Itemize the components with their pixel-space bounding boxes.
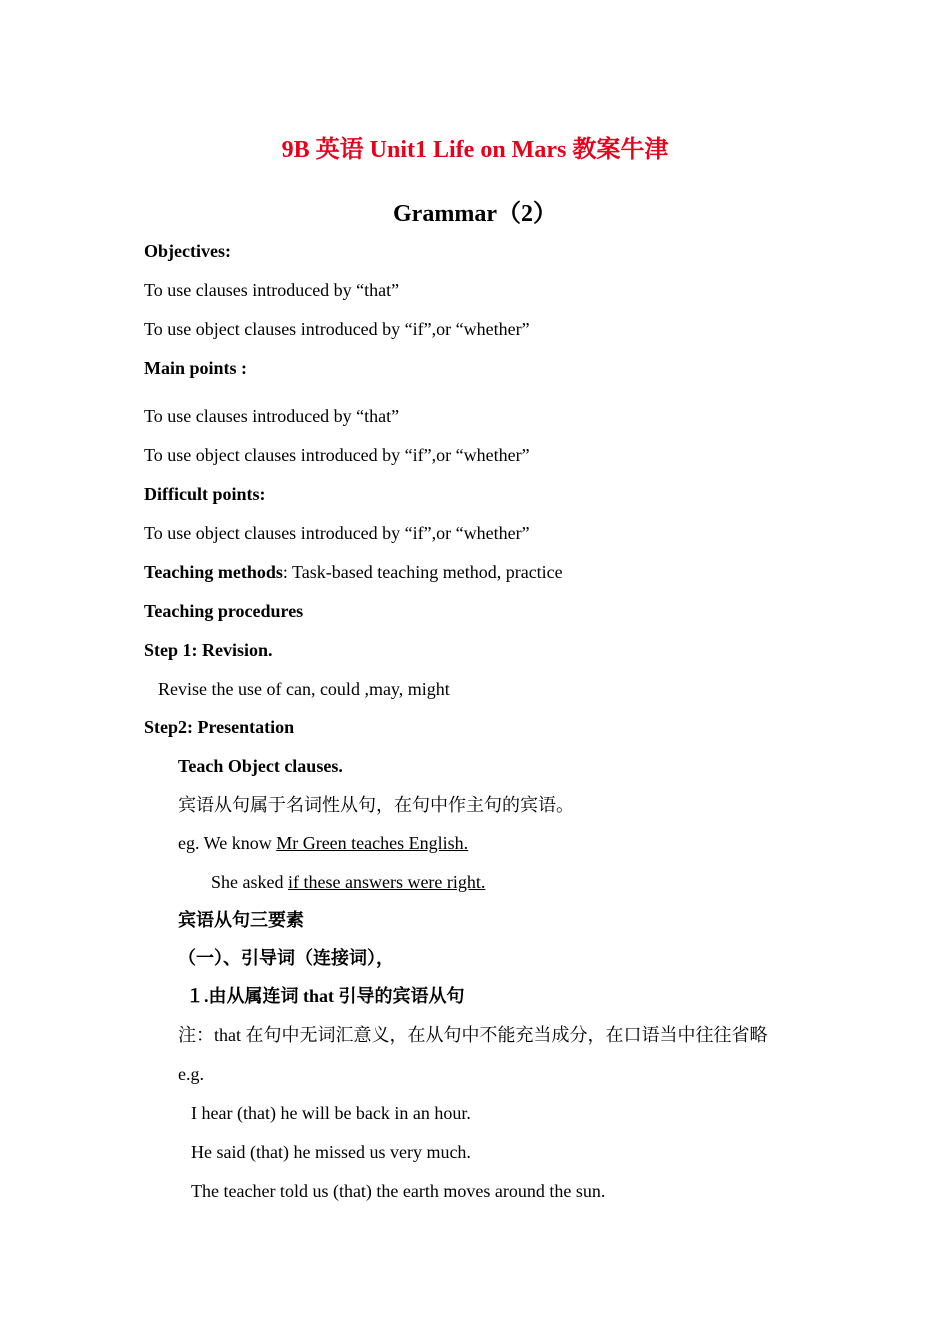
- main-points-heading: Main points :: [144, 358, 248, 378]
- example-prefix: eg. We know: [178, 833, 277, 853]
- step1-text: Revise the use of can, could ,may, might: [158, 679, 450, 699]
- example-prefix: She asked: [211, 872, 288, 892]
- objectives-heading: Objectives:: [144, 241, 231, 261]
- example-sentence: [178, 832, 468, 854]
- section-one-heading: （一）、引导词（连接词），: [178, 948, 394, 968]
- example-underlined: Mr Green teaches English.: [276, 833, 469, 853]
- page-subtitle: Grammar（2）: [393, 201, 557, 227]
- example-sentence: I hear (that) he will be back in an hour.: [191, 1103, 471, 1123]
- teaching-methods-label: Teaching methods: [144, 562, 283, 582]
- teaching-procedures-heading: Teaching procedures: [144, 601, 304, 621]
- page-title: 9B 英语 Unit1 Life on Mars 教案牛津: [281, 137, 669, 163]
- example-sentence: [211, 871, 485, 893]
- objective-item: To use object clauses introduced by “if”,or “whether”: [144, 319, 530, 339]
- main-point-item: To use object clauses introduced by “if”,or “whether”: [144, 445, 530, 465]
- three-elements-heading: 宾语从句三要素: [178, 910, 304, 930]
- step1-heading: Step 1: Revision.: [144, 640, 273, 660]
- definition-text: 宾语从句属于名词性从句，在句中作主句的宾语。: [178, 795, 574, 815]
- teach-object-clauses: Teach Object clauses.: [178, 756, 343, 776]
- example-sentence: He said (that) he missed us very much.: [191, 1142, 471, 1162]
- eg-label: e.g.: [178, 1064, 204, 1084]
- teaching-methods-value: : Task-based teaching method, practice: [282, 562, 563, 582]
- step2-heading: Step2: Presentation: [144, 717, 295, 737]
- objective-item: To use clauses introduced by “that”: [144, 280, 400, 300]
- example-sentence: The teacher told us (that) the earth moves around the sun.: [191, 1181, 606, 1201]
- note-text: 注：that 在句中无词汇意义，在从句中不能充当成分，在口语当中往往省略: [178, 1025, 768, 1045]
- main-point-item: To use clauses introduced by “that”: [144, 406, 400, 426]
- teaching-methods: [144, 561, 563, 583]
- item-one-heading: １.由从属连词 that 引导的宾语从句: [186, 986, 465, 1006]
- difficult-points-heading: Difficult points:: [144, 484, 266, 504]
- difficult-point-item: To use object clauses introduced by “if”,or “whether”: [144, 523, 530, 543]
- example-underlined: if these answers were right.: [287, 872, 486, 892]
